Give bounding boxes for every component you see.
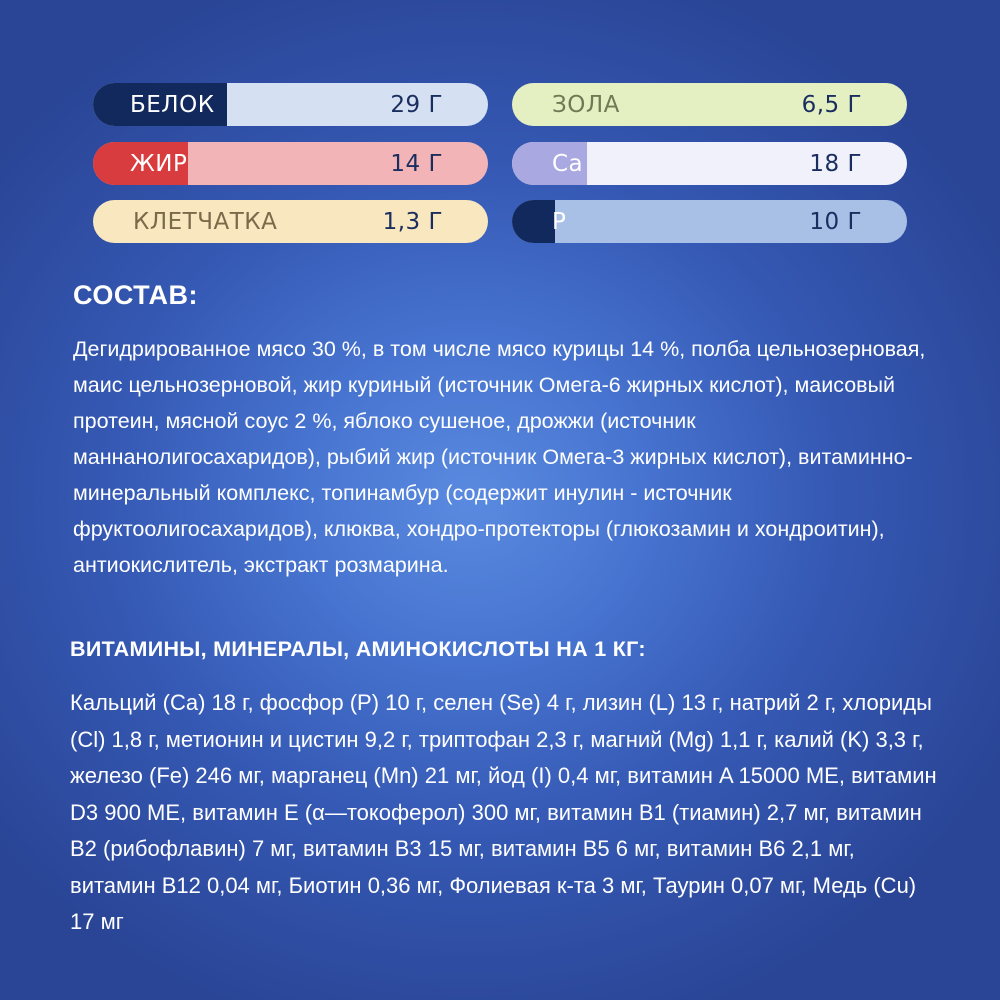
nutrient-label: Ca — [552, 150, 584, 177]
nutrient-value: 1,3 Г — [382, 208, 443, 235]
composition-text: Дегидрированное мясо 30 %, в том числе мясо курицы 14 %, полба цельнозерновая, маис цельнозерновой, жир куриный (источник Омега-6 жирных кислот), маисовый протеин, мясной соус 2 %, яблоко сушеное, дрожжи (источник маннанолигосахаридов), рыбий жир (источник Омега-3 жирных кислот), витаминно-минеральный комплекс, топинамбур (содержит инулин - источник фруктоолигосахаридов), клюква, хондро-протекторы (глюкозамин и хондроитин), антиокислитель, экстракт розмарина. — [73, 337, 926, 577]
nutrient-value: 29 Г — [390, 91, 443, 118]
nutrient-pill-phosphorus — [512, 200, 907, 243]
vitamins-text: Кальций (Ca) 18 г, фосфор (P) 10 г, селен (Se) 4 г, лизин (L) 13 г, натрий 2 г, хлориды (Cl) 1,8 г, метионин и цистин 9,2 г, триптофан 2,3 г, магний (Mg) 1,1 г, калий (K) 3,3 г, железо (Fe) 246 мг, марганец (Mn) 21 мг, йод (I) 0,4 мг, витамин A 15000 МЕ, витамин D3 900 МЕ, витамин E (α—токоферол) 300 мг, витамин B1 (тиамин) 2,7 мг, витамин B2 (рибофлавин) 7 мг, витамин B3 15 мг, витамин B5 6 мг, витамин B6 2,1 мг, витамин B12 0,04 мг, Биотин 0,36 мг, Фолиевая к-та 3 мг, Таурин 0,07 мг, Медь (Cu) 17 мг — [70, 690, 937, 934]
nutrient-value: 18 Г — [809, 150, 862, 177]
nutrient-pill-calcium — [512, 142, 907, 185]
nutrient-label: КЛЕТЧАТКА — [133, 208, 278, 235]
nutrient-label: ЖИР — [130, 150, 188, 177]
nutrient-label: P — [552, 208, 567, 235]
nutrient-pill-fat — [93, 142, 488, 185]
nutrient-pill-fiber — [93, 200, 488, 243]
nutrient-value: 10 Г — [809, 208, 862, 235]
vitamins-title: ВИТАМИНЫ, МИНЕРАЛЫ, АМИНОКИСЛОТЫ НА 1 КГ: — [70, 637, 646, 661]
nutrient-value: 6,5 Г — [801, 91, 862, 118]
nutrient-pill-ash — [512, 83, 907, 126]
nutrient-label: ЗОЛА — [552, 91, 620, 118]
composition-title: СОСТАВ: — [73, 280, 198, 310]
pill-fill — [512, 200, 555, 243]
nutrient-label: БЕЛОК — [130, 91, 215, 118]
nutrient-value: 14 Г — [390, 150, 443, 177]
nutrient-pill-protein — [93, 83, 488, 126]
